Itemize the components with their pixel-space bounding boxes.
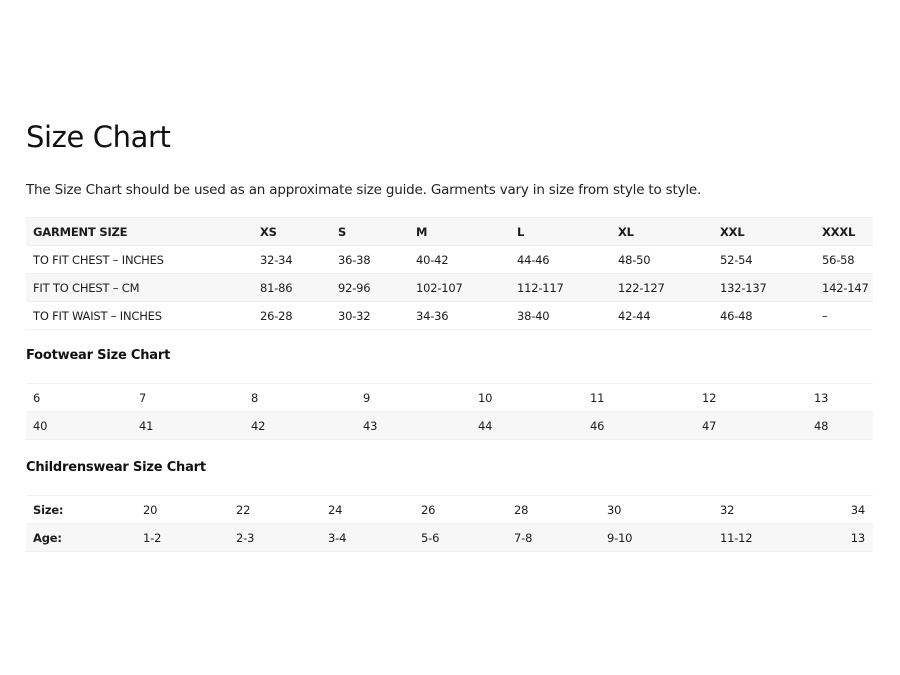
table-cell: 3-4 (328, 524, 421, 552)
table-cell: 56-58 (822, 246, 873, 274)
table-cell: 38-40 (517, 302, 618, 330)
table-cell: 7-8 (514, 524, 607, 552)
header-cell: S (338, 218, 416, 246)
header-cell: M (416, 218, 517, 246)
table-cell: 43 (363, 412, 478, 440)
table-cell: 41 (139, 412, 251, 440)
table-cell: 2-3 (236, 524, 328, 552)
table-cell: 34-36 (416, 302, 517, 330)
table-header-row (26, 218, 873, 246)
row-label: TO FIT WAIST – INCHES (26, 302, 260, 330)
table-cell: 46 (590, 412, 702, 440)
table-row (26, 524, 873, 552)
row-label: FIT TO CHEST – CM (26, 274, 260, 302)
table-cell: 112-117 (517, 274, 618, 302)
childrenswear-section-title: Childrenswear Size Chart (26, 460, 206, 475)
header-cell: GARMENT SIZE (26, 218, 260, 246)
table-cell: 48-50 (618, 246, 720, 274)
table-cell: 9-10 (607, 524, 720, 552)
table-cell: 81-86 (260, 274, 338, 302)
table-cell: 12 (702, 384, 814, 412)
garment-size-table (26, 217, 873, 330)
table-row (26, 302, 873, 330)
table-cell: 9 (363, 384, 478, 412)
table-row (26, 412, 873, 440)
table-cell: 11 (590, 384, 702, 412)
footwear-table-wrapper (26, 383, 873, 440)
table-cell: 42-44 (618, 302, 720, 330)
header-cell: XXXL (822, 218, 873, 246)
header-cell: XXL (720, 218, 822, 246)
header-cell: XS (260, 218, 338, 246)
table-cell: 13 (814, 384, 873, 412)
garment-size-table-wrapper (26, 217, 873, 330)
footwear-section-title: Footwear Size Chart (26, 348, 171, 363)
table-cell: 34 (832, 496, 873, 524)
table-cell: 20 (143, 496, 236, 524)
table-cell: 8 (251, 384, 363, 412)
table-cell: – (822, 302, 873, 330)
header-cell: L (517, 218, 618, 246)
table-cell: 6 (26, 384, 139, 412)
row-label: TO FIT CHEST – INCHES (26, 246, 260, 274)
table-cell: 92-96 (338, 274, 416, 302)
table-cell: 22 (236, 496, 328, 524)
table-cell: 40-42 (416, 246, 517, 274)
table-cell: 13 (832, 524, 873, 552)
table-cell: 30 (607, 496, 720, 524)
table-cell: 1-2 (143, 524, 236, 552)
childrenswear-size-table (26, 495, 873, 552)
table-cell: 52-54 (720, 246, 822, 274)
table-cell: 5-6 (421, 524, 514, 552)
table-cell: 44-46 (517, 246, 618, 274)
table-cell: 36-38 (338, 246, 416, 274)
table-row (26, 384, 873, 412)
table-cell: 48 (814, 412, 873, 440)
table-cell: 42 (251, 412, 363, 440)
table-row (26, 274, 873, 302)
table-cell: 102-107 (416, 274, 517, 302)
table-cell: 30-32 (338, 302, 416, 330)
table-cell: 32 (720, 496, 832, 524)
header-cell: XL (618, 218, 720, 246)
table-cell: 7 (139, 384, 251, 412)
row-label: Size: (26, 496, 143, 524)
intro-text: The Size Chart should be used as an approximate size guide. Garments vary in size from style to style. (26, 182, 702, 198)
table-row (26, 246, 873, 274)
table-cell: 142-147 (822, 274, 873, 302)
table-cell: 26-28 (260, 302, 338, 330)
table-cell: 40 (26, 412, 139, 440)
table-cell: 24 (328, 496, 421, 524)
row-label: Age: (26, 524, 143, 552)
table-cell: 26 (421, 496, 514, 524)
table-cell: 44 (478, 412, 590, 440)
table-cell: 32-34 (260, 246, 338, 274)
table-cell: 28 (514, 496, 607, 524)
table-cell: 47 (702, 412, 814, 440)
table-cell: 122-127 (618, 274, 720, 302)
footwear-size-table (26, 383, 873, 440)
table-cell: 46-48 (720, 302, 822, 330)
page-title: Size Chart (26, 120, 171, 154)
table-row (26, 496, 873, 524)
childrenswear-table-wrapper (26, 495, 873, 552)
table-cell: 10 (478, 384, 590, 412)
table-cell: 11-12 (720, 524, 832, 552)
table-cell: 132-137 (720, 274, 822, 302)
